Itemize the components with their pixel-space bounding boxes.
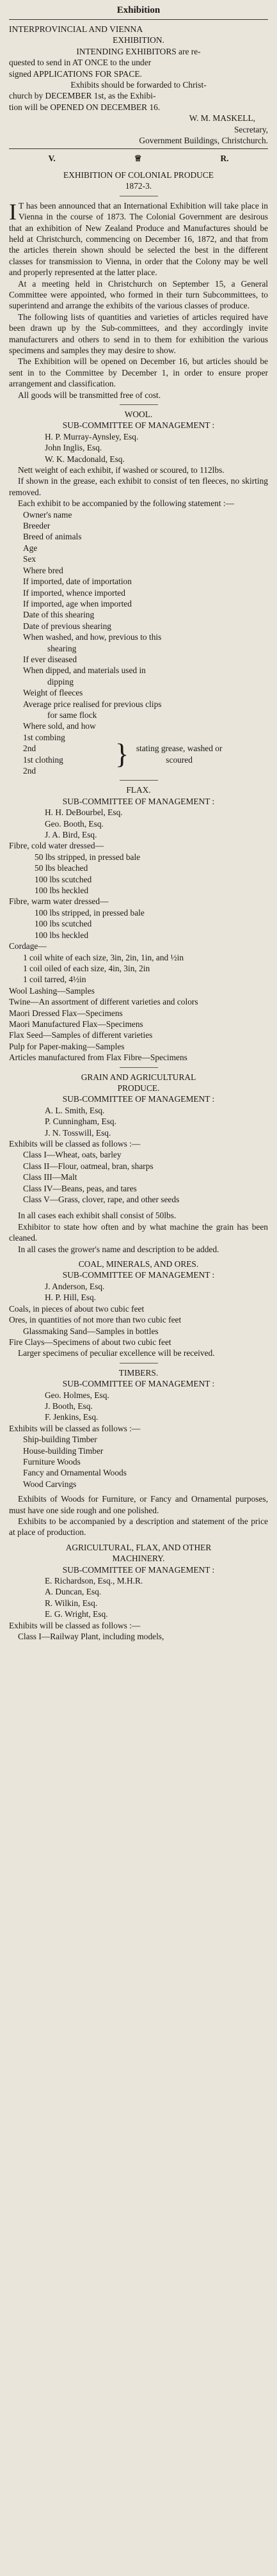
list-item: Where sold, and how [23,721,96,731]
notice-interprovincial [9,24,268,146]
list-item: Twine—An assortment of different varieties and colors [9,997,198,1007]
divider [9,148,268,149]
section-heading-2: PRODUCE. [117,1083,160,1093]
notice-line: INTENDING EXHIBITORS are re- [76,46,201,56]
combing-labels [9,732,113,777]
list-item: Owner's name [23,509,72,520]
list-item: Wood Carvings [23,1479,77,1489]
list-item: Date of previous shearing [23,621,111,631]
list-item: 100 lbs heckled [35,930,89,940]
section-flax [9,780,268,1063]
list-item: shearing [47,643,77,653]
paragraph: Exhibitor to state how often and by what machine the grain has been cleaned. [9,1221,268,1243]
combing-note: stating grease, washed or scoured [136,743,223,765]
list-item: Age [23,543,38,553]
subcommittee-label: SUB-COMMITTEE OF MANAGEMENT : [62,1270,215,1280]
member: P. Cunningham, Esq. [45,1117,116,1127]
member: Geo. Holmes, Esq. [45,1390,109,1400]
list-item: Wool Lashing—Samples [9,985,95,996]
member: H. P. Murray-Aynsley, Esq. [45,431,139,441]
section-heading: TIMBERS. [118,1367,159,1378]
list-item: Date of this shearing [23,610,95,620]
section-heading: FLAX. [126,785,151,795]
notice-colonial-produce [9,170,268,401]
list-item: Class I—Railway Plant, including models, [18,1632,164,1642]
combing-label: 2nd [23,766,36,775]
notice-line: signed APPLICATIONS FOR SPACE. [9,68,142,79]
list-item: Ship-building Timber [23,1435,97,1445]
paragraph: Exhibits to be accompanied by a description and statement of the price at place of production. [9,1516,268,1538]
section-timbers [9,1363,268,1538]
paragraph: Nett weight of each exhibit, if washed or scoured, to 112lbs. [18,465,225,475]
section-coal [9,1259,268,1359]
divider [120,780,158,781]
section-wool [9,404,268,776]
list-item: 1 coil white of each size, 3in, 2in, 1in, and ½in [23,952,184,962]
list-item: 1 coil oiled of each size, 4in, 3in, 2in [23,963,150,973]
list-item: Cordage— [9,941,47,951]
member: A. L. Smith, Esq. [45,1105,105,1115]
section-heading: AGRICULTURAL, FLAX, AND OTHER [65,1542,212,1552]
subcommittee-label: SUB-COMMITTEE OF MANAGEMENT : [62,1564,215,1575]
member: H. H. DeBourbel, Esq. [45,807,123,818]
notice-line: church by DECEMBER 1st, as the Exhibi- [9,91,156,101]
drop-cap: I [9,198,17,225]
list-item: 1 coil tarred, 4½in [23,974,86,985]
divider [9,19,268,20]
list-item: Breeder [23,521,51,531]
section-heading: WOOL. [124,409,153,419]
royal-cipher [9,153,268,164]
notice-line: Exhibits should be forwarded to Christ- [70,80,207,90]
list-item: If ever diseased [23,654,77,664]
paragraph: In all cases each exhibit shall consist of 50lbs. [18,1211,177,1221]
list-item: Glassmaking Sand—Samples in bottles [23,1326,159,1336]
divider [120,1363,158,1364]
crest-icon: ♕ [134,154,142,164]
combing-label: 1st clothing [23,754,63,765]
paragraph: Larger specimens of peculiar excellence will be received. [18,1348,215,1358]
list-item: House-building Timber [23,1445,104,1456]
list-item: 50 lbs stripped, in pressed bale [35,852,141,862]
list-item: Breed of animals [23,532,82,542]
member: A. Duncan, Esq. [45,1587,102,1597]
list-item: 100 lbs heckled [35,886,89,896]
member: J. N. Tosswill, Esq. [45,1127,111,1138]
list-item: Articles manufactured from Flax Fibre—Specimens [9,1053,187,1063]
list-item: Sex [23,554,36,564]
signature-address: Government Buildings, Christchurch. [139,136,268,146]
member: E. G. Wright, Esq. [45,1609,108,1619]
list-item: Pulp for Paper-making—Samples [9,1041,125,1051]
list-item: 100 lbs scutched [35,919,92,929]
list-item: If imported, age when imported [23,598,132,608]
list-item: Fancy and Ornamental Woods [23,1468,127,1478]
paragraph: Exhibits will be classed as follows :— [9,1423,141,1433]
list-item: 100 lbs stripped, in pressed bale [35,907,145,918]
section-heading: COAL, MINERALS, AND ORES. [78,1259,199,1269]
combing-label: 2nd [23,743,36,754]
member: E. Richardson, Esq., M.H.R. [45,1576,143,1586]
section-grain [9,1067,268,1255]
paragraph: The Exhibition will be opened on December 16, but articles should be sent in to the Committee by December 1, in order to ensure proper arrangement and classification. [9,356,268,389]
list-item: for same flock [47,710,97,720]
combing-group [9,732,268,777]
notice-title-2: EXHIBITION. [113,35,164,45]
paragraph: In all cases the grower's name and description to be added. [18,1244,219,1254]
list-item: Fire Clays—Specimens of about two cubic feet [9,1337,171,1347]
notice-line: quested to send in AT ONCE to the under [9,58,152,68]
list-item: Weight of fleeces [23,688,83,698]
list-item: Class V—Grass, clover, rape, and other seeds [23,1195,180,1205]
subcommittee-label: SUB-COMMITTEE OF MANAGEMENT : [62,420,215,431]
member: J. Booth, Esq. [45,1401,93,1411]
list-item: Class I—Wheat, oats, barley [23,1150,122,1160]
list-item: Fibre, warm water dressed— [9,896,109,907]
member: Geo. Booth, Esq. [45,818,104,829]
paragraph: Each exhibit to be accompanied by the following statement :— [18,498,235,509]
paragraph: All goods will be transmitted free of cost. [18,390,161,400]
paragraph: Exhibits will be classed as follows :— [9,1620,141,1630]
list-item: Class II—Flour, oatmeal, bran, sharps [23,1161,154,1171]
member: J. Anderson, Esq. [45,1281,105,1291]
list-item: Ores, in quantities of not more than two cubic feet [9,1315,182,1325]
list-item: Flax Seed—Samples of different varieties [9,1030,153,1040]
combing-label: 1st combing [23,732,65,742]
list-item: If imported, whence imported [23,587,125,598]
intro-paragraph: I T has been announced that an International Exhibition will take place in Vienna in the course of 1873. The Colonial Government are desirous that an exhibition of New Zealand Produce and Manufactures should be held at Christchurch, commencing on December 16, 1872, and that from the articles therein shown should be selected the best in the different classes for transmission to Vienna, in order that the Colony may be well and properly represented at the latter place. [9,198,268,278]
list-item: Class IV—Beans, peas, and tares [23,1183,137,1193]
list-item: If imported, date of importation [23,576,132,587]
brace-icon: } [115,738,129,770]
section-heading: GRAIN AND AGRICULTURAL [81,1072,196,1082]
notice-title: INTERPROVINCIAL AND VIENNA [9,24,143,34]
list-item: Fibre, cold water dressed— [9,841,104,851]
list-item: 100 lbs scutched [35,874,92,884]
paragraph: Exhibits will be classed as follows :— [9,1139,141,1149]
paragraph: If shown in the grease, each exhibit to consist of ten fleeces, no skirting removed. [9,476,268,497]
signature-title: Secretary, [233,124,268,134]
member: John Inglis, Esq. [45,443,102,453]
list-item: Average price realised for previous clips [23,699,162,709]
masthead: Exhibition [116,5,161,15]
subcommittee-label: SUB-COMMITTEE OF MANAGEMENT : [62,1379,215,1389]
list-item: Furniture Woods [23,1456,81,1467]
paragraph: At a meeting held in Christchurch on September 15, a General Committee were appointed, who formed in their turn Subcommittees, to superintend and arrange the exhibits of the various classes of produce. [9,278,268,311]
exhibition-year: 1872-3. [125,181,152,191]
cipher-v: V. [48,154,56,164]
list-item: When washed, and how, previous to this [23,632,162,642]
list-item: 50 lbs bleached [35,863,88,873]
member: F. Jenkins, Esq. [45,1412,99,1422]
paragraph: The following lists of quantities and varieties of articles required have been drawn up by the Sub-committees, and they accordingly invite manufacturers and others to send in to them for exhibition the various specimens and samples they may desire to show. [9,312,268,355]
section-machinery [9,1542,268,1642]
list-item: Maori Dressed Flax—Specimens [9,1008,123,1018]
list-item: dipping [47,676,74,687]
member: J. A. Bird, Esq. [45,830,97,840]
subcommittee-label: SUB-COMMITTEE OF MANAGEMENT : [62,796,215,806]
list-item: Maori Manufactured Flax—Specimens [9,1019,143,1029]
list-item: Class III—Malt [23,1172,77,1182]
member: H. P. Hill, Esq. [45,1292,96,1303]
section-heading-2: MACHINERY. [112,1554,165,1564]
exhibition-title: EXHIBITION OF COLONIAL PRODUCE [63,170,214,180]
list-item: Coals, in pieces of about two cubic feet [9,1303,145,1314]
cipher-r: R. [220,154,229,164]
divider [120,1067,158,1068]
signature-name: W. M. MASKELL, [189,113,255,123]
paragraph: Exhibits of Woods for Furniture, or Fancy and Ornamental purposes, must have one side rough and one polished. [9,1494,268,1515]
notice-line: tion will be OPENED ON DECEMBER 16. [9,102,161,112]
member: R. Wilkin, Esq. [45,1598,98,1608]
list-item: When dipped, and materials used in [23,665,146,676]
member: W. K. Macdonald, Esq. [45,454,125,464]
list-item: Where bred [23,565,63,575]
divider [120,404,158,405]
subcommittee-label: SUB-COMMITTEE OF MANAGEMENT : [62,1094,215,1104]
newspaper-column [6,0,271,2576]
